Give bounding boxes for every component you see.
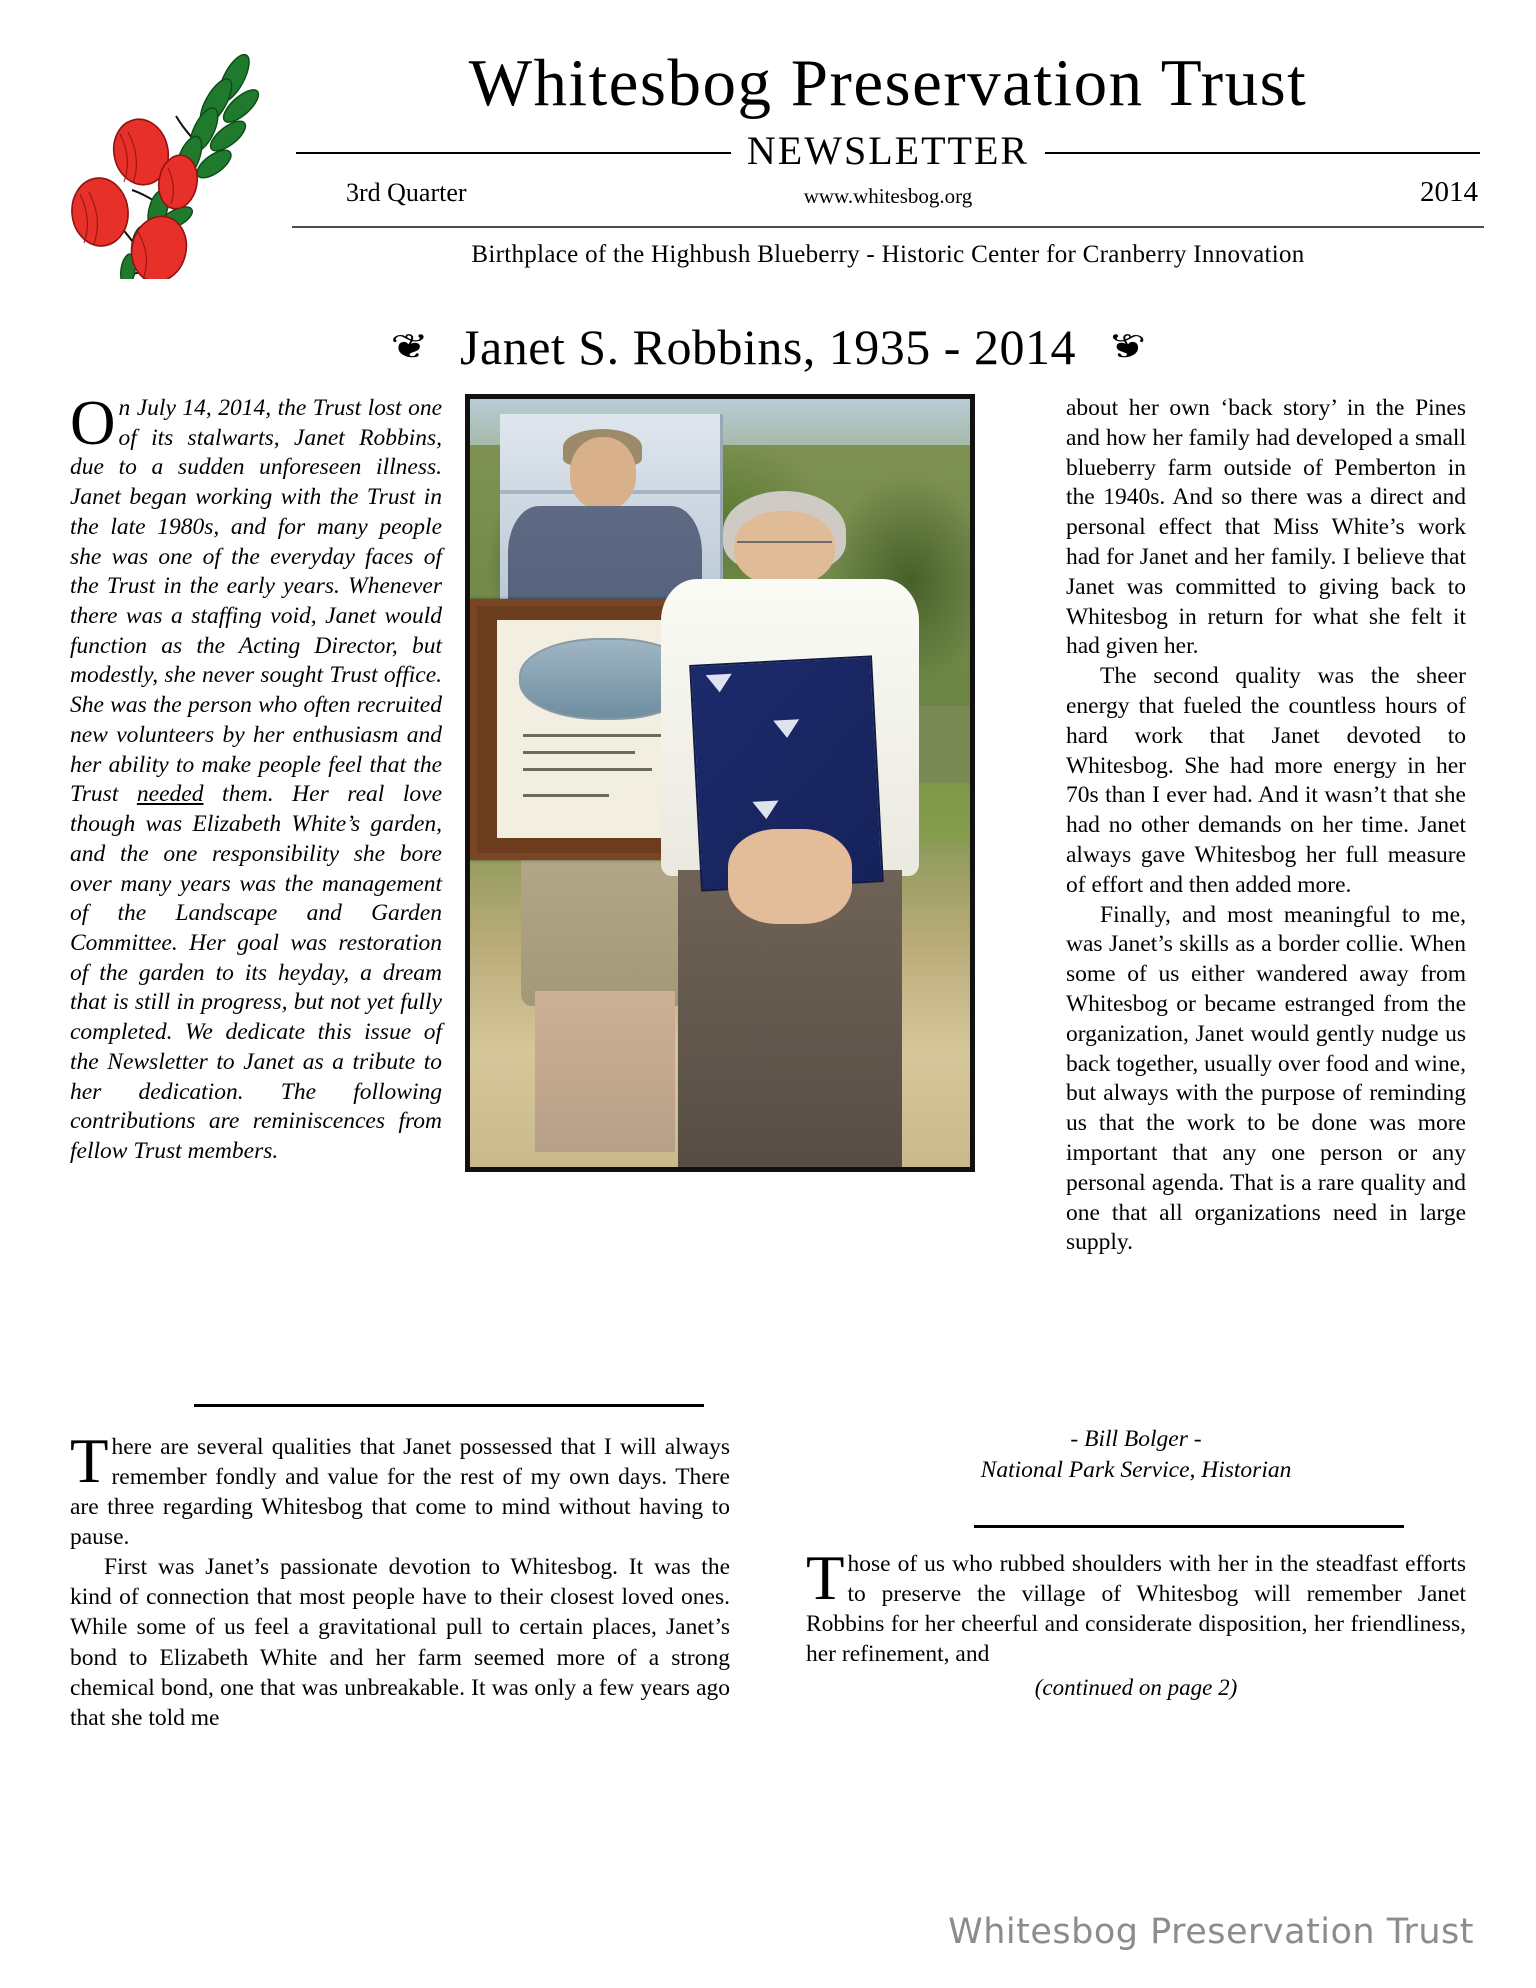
dropcap-t-right: T [806,1543,845,1614]
cranberry-branch-logo [58,34,273,279]
glasses-icon [737,541,832,558]
headline-text: Janet S. Robbins, 1935 - 2014 [460,319,1076,375]
article-photo [465,394,975,1172]
newsletter-label: NEWSLETTER [746,128,1030,174]
rule-left [296,152,731,154]
article-lower-area [70,1386,1466,1733]
issue-year: 2014 [1420,176,1478,209]
footer-watermark: Whitesbog Preservation Trust [948,1912,1474,1952]
lower-right-column [806,1426,1466,1733]
lower-right-paragraph-1: Those of us who rubbed shoulders with her in the steadfast efforts to preserve the village of Whitesbog will remember Janet Robbins for her cheerful and considerate disposition, her friendliness, her refinement, and [806,1543,1466,1668]
lower-left-paragraph-1: There are several qualities that Janet possessed that I will always remember fondly and value for the rest of my own days. There are three regarding Whitesbog that come to mind without having to pause. [70,1426,730,1551]
newsletter-band [288,127,1488,174]
right-paragraph-3: Finally, and most meaningful to me, was Janet’s skills as a border collie. When some of us either wandered away from Whitesbog or became estranged from the organization, Janet would gently nudge us back together, usually over food and wine, but always with the purpose of reminding us that the work to be done was more important that any one person or any personal agenda. That is a rare quality and one that all organizations need in large supply. [1066,901,1466,1256]
man-head [570,437,636,510]
section-divider-right [974,1525,1404,1528]
lower-left-column [70,1426,730,1733]
byline-affiliation: National Park Service, Historian [980,1456,1292,1483]
website-url[interactable]: www.whitesbog.org [803,184,973,209]
section-divider-left [194,1404,704,1407]
left-column-text-a: n July 14, 2014, the Trust lost one of its stalwarts, Janet Robbins, due to a sudden unforeseen illness. Janet began working with the Trust in the late 1980s, and for many people she was one of the everyday faces of the Trust in the early years. Whenever there was a staffing void, Janet would function as the Acting Director, but modestly, she never sought Trust office. She was the person who often recruited new volunteers by her enthusiasm and her ability to make people feel that the Trust [70,395,442,808]
page-title: Whitesbog Preservation Trust [468,46,1308,120]
dropcap-o: O [70,388,116,458]
left-column-text-b: them. Her real love though was Elizabeth White’s garden, and the one responsibility she bore over many years was the management of the Landscape and Garden Committee. Her goal was restoration of the garden to its heyday, a dream that is still in progress, but not yet fully completed. We dedicate this issue of the Newsletter to Janet as a tribute to her dedication. The following contributions are reminiscences from fellow Trust members. [70,781,442,1164]
masthead-text [288,0,1488,269]
issue-quarter: 3rd Quarter [346,178,467,208]
masthead [48,0,1488,280]
left-column-emphasis: needed [136,781,204,808]
article-top-area [70,386,1466,1386]
janet-hands [728,829,851,924]
lower-left-paragraph-2: First was Janet’s passionate devotion to Whitesbog. It was the kind of connection that most people have to their closest loved ones. While some of us feel a gravitational pull to certain places, Janet’s bond to Elizabeth White and her farm seemed more of a strong chemical bond, one that was unbreakable. It was only a few years ago that she told me [70,1554,730,1731]
ornament-left-icon: ❦ [389,329,426,366]
continued-note: (continued on page 2) [1034,1675,1238,1701]
byline-author: - Bill Bolger - [1070,1426,1202,1452]
rule-right [1045,152,1480,154]
right-paragraph-2: The second quality was the sheer energy that fueled the countless hours of hard work that Janet devoted to Whitesbog. She had more energy in her 70s than I ever had. And it wasn’t that she had no other demands on her time. Janet always gave Whitesbog her full measure of effort and then added more. [1066,663,1466,898]
dropcap-t-left: T [70,1426,109,1496]
masthead-divider [292,226,1484,228]
article-left-column [70,388,442,1167]
article-right-column [1066,394,1466,1258]
article-headline [0,318,1536,376]
photo-figure-janet [650,491,930,1167]
right-paragraph-1: about her own ‘back story’ in the Pines and how her family had developed a small blueberry farm outside of Pemberton in the 1940s. And so there was a direct and personal effect that Miss White’s work had for Janet and her family. I believe that Janet was committed to giving back to Whitesbog in return for what she felt it had given her. [1066,395,1466,660]
lower-columns [70,1426,1466,1733]
ornament-right-icon: ❦ [1110,329,1147,366]
issue-line [288,176,1488,218]
byline-block [806,1424,1466,1485]
tagline: Birthplace of the Highbush Blueberry - Historic Center for Cranberry Innovation [471,241,1305,269]
